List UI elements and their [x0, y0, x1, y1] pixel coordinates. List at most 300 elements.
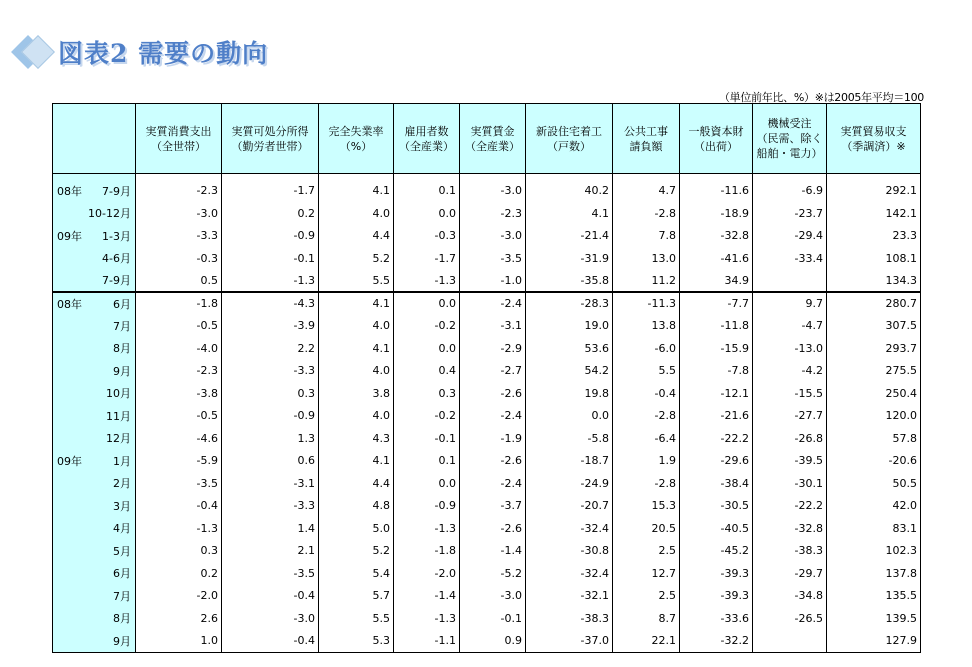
- row-period: 10-12月: [88, 207, 131, 221]
- column-header-line-2: （出荷）: [694, 139, 738, 153]
- table-cell: 135.5: [827, 585, 921, 608]
- table-cell: -0.2: [394, 315, 460, 338]
- column-header: [613, 104, 680, 174]
- table-cell: -2.3: [136, 180, 222, 203]
- table-cell: -20.7: [526, 495, 613, 518]
- title-area: [14, 32, 268, 72]
- table-cell: -32.8: [680, 225, 753, 248]
- table-cell: 280.7: [827, 292, 921, 315]
- row-header: [53, 607, 136, 630]
- table-cell: 54.2: [526, 360, 613, 383]
- row-header: [53, 225, 136, 248]
- table-cell: 5.5: [613, 360, 680, 383]
- table-cell: 34.9: [680, 270, 753, 293]
- table-cell: 1.4: [222, 517, 319, 540]
- table-cell: -32.4: [526, 517, 613, 540]
- table-cell: 42.0: [827, 495, 921, 518]
- table-cell: -15.5: [753, 382, 827, 405]
- table-cell: -2.8: [613, 202, 680, 225]
- table-row: [53, 562, 921, 585]
- table-cell: -1.8: [136, 292, 222, 315]
- table-cell: 0.2: [136, 562, 222, 585]
- table-cell: 292.1: [827, 180, 921, 203]
- table-cell: -1.0: [460, 270, 526, 293]
- table-cell: -2.6: [460, 517, 526, 540]
- table-cell: [753, 630, 827, 653]
- table-cell: 1.3: [222, 427, 319, 450]
- table-cell: -23.7: [753, 202, 827, 225]
- row-header: [53, 495, 136, 518]
- row-header: [53, 382, 136, 405]
- table-cell: 22.1: [613, 630, 680, 653]
- table-cell: 139.5: [827, 607, 921, 630]
- table-cell: 4.4: [319, 472, 394, 495]
- table-cell: 5.5: [319, 270, 394, 293]
- table-cell: -0.9: [394, 495, 460, 518]
- table-cell: -39.3: [680, 585, 753, 608]
- table-cell: 0.4: [394, 360, 460, 383]
- table-cell: -12.1: [680, 382, 753, 405]
- table-cell: -3.5: [460, 247, 526, 270]
- row-header: [53, 540, 136, 563]
- table-row: [53, 247, 921, 270]
- table-cell: -33.4: [753, 247, 827, 270]
- table-cell: -1.3: [394, 607, 460, 630]
- table-cell: -1.8: [394, 540, 460, 563]
- table-cell: -0.1: [460, 607, 526, 630]
- table-row: [53, 427, 921, 450]
- table-cell: 108.1: [827, 247, 921, 270]
- table-cell: 5.5: [319, 607, 394, 630]
- table-cell: 293.7: [827, 337, 921, 360]
- table-cell: -39.5: [753, 450, 827, 473]
- column-header: [753, 104, 827, 174]
- table-cell: -1.7: [394, 247, 460, 270]
- row-period: 12月: [106, 432, 131, 446]
- table-cell: 2.5: [613, 585, 680, 608]
- table-cell: -0.5: [136, 315, 222, 338]
- table-cell: -7.7: [680, 292, 753, 315]
- table-cell: -38.3: [753, 540, 827, 563]
- table-row: [53, 630, 921, 653]
- table-cell: 0.9: [460, 630, 526, 653]
- table-cell: 0.2: [222, 202, 319, 225]
- table-cell: -31.9: [526, 247, 613, 270]
- table-cell: -32.1: [526, 585, 613, 608]
- table-cell: -2.8: [613, 405, 680, 428]
- table-cell: -34.8: [753, 585, 827, 608]
- row-header: [53, 315, 136, 338]
- row-year: 09年: [57, 454, 82, 468]
- table-cell: -39.3: [680, 562, 753, 585]
- table-cell: -6.4: [613, 427, 680, 450]
- table-cell: -1.7: [222, 180, 319, 203]
- table-cell: 0.6: [222, 450, 319, 473]
- row-period: 1月: [113, 454, 131, 468]
- table-cell: 19.0: [526, 315, 613, 338]
- table-cell: -3.0: [136, 202, 222, 225]
- table-cell: 0.0: [394, 337, 460, 360]
- table-cell: -37.0: [526, 630, 613, 653]
- table-cell: 5.2: [319, 540, 394, 563]
- header-row: [53, 104, 921, 174]
- row-period: 10月: [106, 387, 131, 401]
- table-cell: -3.7: [460, 495, 526, 518]
- table-cell: 1.9: [613, 450, 680, 473]
- table-row: [53, 225, 921, 248]
- column-header-line-1: 実質賃金: [470, 124, 515, 138]
- table-cell: 12.7: [613, 562, 680, 585]
- table-cell: -40.5: [680, 517, 753, 540]
- table-cell: -29.7: [753, 562, 827, 585]
- table-cell: 5.7: [319, 585, 394, 608]
- table-cell: -4.6: [136, 427, 222, 450]
- table-cell: -26.5: [753, 607, 827, 630]
- column-header: [680, 104, 753, 174]
- row-period: 4月: [113, 522, 131, 536]
- row-period: 6月: [113, 567, 131, 581]
- table-cell: 4.0: [319, 202, 394, 225]
- table-cell: 3.8: [319, 382, 394, 405]
- table-cell: 0.0: [394, 292, 460, 315]
- row-period: 7月: [113, 589, 131, 603]
- table-cell: -21.4: [526, 225, 613, 248]
- table-cell: -45.2: [680, 540, 753, 563]
- table-cell: 4.4: [319, 225, 394, 248]
- table-cell: -0.3: [394, 225, 460, 248]
- column-header-line-2: （勤労者世帯）: [231, 139, 309, 153]
- row-header: [53, 180, 136, 203]
- table-cell: -2.0: [394, 562, 460, 585]
- table-cell: 0.3: [222, 382, 319, 405]
- table-row: [53, 540, 921, 563]
- row-header: [53, 517, 136, 540]
- table-cell: 50.5: [827, 472, 921, 495]
- table-cell: -2.6: [460, 382, 526, 405]
- table-cell: -3.3: [136, 225, 222, 248]
- table-cell: -2.3: [136, 360, 222, 383]
- table-cell: 307.5: [827, 315, 921, 338]
- table-cell: -0.5: [136, 405, 222, 428]
- table-cell: -22.2: [753, 495, 827, 518]
- table-cell: 275.5: [827, 360, 921, 383]
- table-cell: 2.1: [222, 540, 319, 563]
- table-cell: -2.7: [460, 360, 526, 383]
- table-cell: -3.0: [460, 180, 526, 203]
- table-cell: -2.8: [613, 472, 680, 495]
- row-year: 09年: [57, 229, 82, 243]
- table-cell: -3.0: [222, 607, 319, 630]
- table-cell: -0.3: [136, 247, 222, 270]
- table-cell: -2.4: [460, 472, 526, 495]
- table-cell: -11.6: [680, 180, 753, 203]
- table-cell: 1.0: [136, 630, 222, 653]
- table-cell: -2.0: [136, 585, 222, 608]
- table-cell: -6.9: [753, 180, 827, 203]
- table-row: [53, 472, 921, 495]
- row-period: 1-3月: [102, 229, 131, 243]
- column-header-line-2: （民需、除く: [756, 132, 823, 145]
- table-cell: 0.3: [136, 540, 222, 563]
- row-year: 08年: [57, 184, 82, 198]
- table-cell: -0.9: [222, 405, 319, 428]
- table-cell: -3.1: [222, 472, 319, 495]
- table-cell: 5.4: [319, 562, 394, 585]
- table-row: [53, 495, 921, 518]
- table-cell: -13.0: [753, 337, 827, 360]
- column-header-line-1: 機械受注: [767, 117, 812, 130]
- table-cell: -4.7: [753, 315, 827, 338]
- table-cell: -4.3: [222, 292, 319, 315]
- table-cell: -0.1: [394, 427, 460, 450]
- table-cell: -3.9: [222, 315, 319, 338]
- table-cell: 5.0: [319, 517, 394, 540]
- table-cell: 20.5: [613, 517, 680, 540]
- table-cell: 0.1: [394, 450, 460, 473]
- table-cell: 4.1: [319, 337, 394, 360]
- table-cell: -0.4: [613, 382, 680, 405]
- table-row: [53, 180, 921, 203]
- column-header-line-2: （全産業）: [399, 139, 454, 153]
- table-cell: -18.7: [526, 450, 613, 473]
- table-cell: -22.2: [680, 427, 753, 450]
- table-cell: -28.3: [526, 292, 613, 315]
- table-cell: 4.1: [526, 202, 613, 225]
- column-header-line-2: （%）: [339, 139, 373, 153]
- table-cell: [753, 270, 827, 293]
- column-header-line-2: （全世帯）: [151, 139, 206, 153]
- table-cell: 9.7: [753, 292, 827, 315]
- monthly-section: [53, 292, 921, 652]
- column-header-line-1: 実質消費支出: [145, 124, 212, 138]
- table-cell: 8.7: [613, 607, 680, 630]
- table-cell: -38.3: [526, 607, 613, 630]
- table-row: [53, 270, 921, 293]
- row-period: 9月: [113, 364, 131, 378]
- row-header: [53, 270, 136, 293]
- table-cell: -1.4: [394, 585, 460, 608]
- table-cell: 5.3: [319, 630, 394, 653]
- column-header-line-1: 雇用者数: [404, 124, 449, 138]
- table-cell: -38.4: [680, 472, 753, 495]
- table-cell: 13.8: [613, 315, 680, 338]
- column-header: [460, 104, 526, 174]
- table-cell: 4.1: [319, 292, 394, 315]
- table-row: [53, 202, 921, 225]
- table-cell: -30.8: [526, 540, 613, 563]
- table-cell: 4.0: [319, 360, 394, 383]
- table-cell: -2.3: [460, 202, 526, 225]
- table-cell: 11.2: [613, 270, 680, 293]
- table-cell: 5.2: [319, 247, 394, 270]
- column-header: [394, 104, 460, 174]
- row-period: 4-6月: [102, 252, 131, 266]
- table-cell: -30.1: [753, 472, 827, 495]
- table-cell: -3.0: [460, 225, 526, 248]
- table-cell: -32.8: [753, 517, 827, 540]
- table-cell: 2.6: [136, 607, 222, 630]
- row-period: 7-9月: [102, 184, 131, 198]
- table-cell: -11.8: [680, 315, 753, 338]
- column-header-line-2: （全産業）: [465, 139, 520, 153]
- row-header: [53, 450, 136, 473]
- table-cell: 2.5: [613, 540, 680, 563]
- row-period: 6月: [113, 297, 131, 311]
- table-cell: -1.3: [136, 517, 222, 540]
- table-cell: -21.6: [680, 405, 753, 428]
- table-cell: 4.0: [319, 405, 394, 428]
- table-cell: -1.3: [394, 270, 460, 293]
- table-row: [53, 337, 921, 360]
- table-row: [53, 405, 921, 428]
- table-cell: -0.2: [394, 405, 460, 428]
- row-year: 08年: [57, 297, 82, 311]
- table-cell: -41.6: [680, 247, 753, 270]
- column-header-line-1: 実質可処分所得: [231, 124, 309, 138]
- table-row: [53, 585, 921, 608]
- column-header-line-1: 公共工事: [624, 124, 668, 138]
- column-header-line-1: 一般資本財: [688, 124, 744, 138]
- table-cell: -3.5: [136, 472, 222, 495]
- table-cell: -1.3: [222, 270, 319, 293]
- row-period: 5月: [113, 544, 131, 558]
- table-cell: -2.4: [460, 405, 526, 428]
- column-header: [319, 104, 394, 174]
- column-header-line-1: 完全失業率: [328, 124, 384, 138]
- table-cell: -2.6: [460, 450, 526, 473]
- table-cell: 4.7: [613, 180, 680, 203]
- quarterly-section: [53, 180, 921, 293]
- table-cell: -5.8: [526, 427, 613, 450]
- row-header: [53, 360, 136, 383]
- header-corner: [53, 104, 136, 174]
- table-cell: 4.8: [319, 495, 394, 518]
- table-cell: 0.0: [394, 472, 460, 495]
- table-cell: 4.0: [319, 315, 394, 338]
- table-row: [53, 382, 921, 405]
- table-cell: 2.2: [222, 337, 319, 360]
- page-title: 図表2 需要の動向: [58, 39, 269, 68]
- table-cell: 53.6: [526, 337, 613, 360]
- table-cell: -2.4: [460, 292, 526, 315]
- table-cell: 134.3: [827, 270, 921, 293]
- table-cell: -0.4: [136, 495, 222, 518]
- table-cell: 0.3: [394, 382, 460, 405]
- table-cell: -0.4: [222, 585, 319, 608]
- table-row: [53, 607, 921, 630]
- column-header: [222, 104, 319, 174]
- table-cell: -1.4: [460, 540, 526, 563]
- table-row: [53, 315, 921, 338]
- table-cell: 0.0: [526, 405, 613, 428]
- diamond-bullet-icon: [14, 32, 58, 72]
- table-cell: -24.9: [526, 472, 613, 495]
- table-cell: -5.2: [460, 562, 526, 585]
- table-cell: -15.9: [680, 337, 753, 360]
- table-cell: -3.3: [222, 495, 319, 518]
- row-header: [53, 472, 136, 495]
- table-cell: 15.3: [613, 495, 680, 518]
- table-cell: 0.1: [394, 180, 460, 203]
- row-period: 11月: [106, 409, 131, 423]
- row-header: [53, 630, 136, 653]
- column-header: [526, 104, 613, 174]
- table-row: [53, 292, 921, 315]
- row-period: 7-9月: [102, 274, 131, 288]
- row-header: [53, 585, 136, 608]
- table-cell: -2.9: [460, 337, 526, 360]
- demand-table: [52, 103, 921, 653]
- table-cell: -6.0: [613, 337, 680, 360]
- table-cell: -0.1: [222, 247, 319, 270]
- table-cell: -3.1: [460, 315, 526, 338]
- table-cell: 83.1: [827, 517, 921, 540]
- row-period: 9月: [113, 634, 131, 648]
- table-cell: -20.6: [827, 450, 921, 473]
- row-header: [53, 337, 136, 360]
- row-period: 3月: [113, 499, 131, 513]
- table-cell: -5.9: [136, 450, 222, 473]
- table-cell: -0.9: [222, 225, 319, 248]
- table-cell: -32.4: [526, 562, 613, 585]
- table-cell: 0.5: [136, 270, 222, 293]
- column-header-line-1: 新設住宅着工: [536, 124, 602, 138]
- table-row: [53, 517, 921, 540]
- table-cell: -1.9: [460, 427, 526, 450]
- column-header-line-2: （季調済）※: [841, 139, 906, 153]
- table-cell: 120.0: [827, 405, 921, 428]
- row-period: 8月: [113, 612, 131, 626]
- table-cell: 7.8: [613, 225, 680, 248]
- table-cell: -1.3: [394, 517, 460, 540]
- table-cell: -33.6: [680, 607, 753, 630]
- row-period: 2月: [113, 477, 131, 491]
- table-cell: -3.3: [222, 360, 319, 383]
- table-cell: 13.0: [613, 247, 680, 270]
- table-cell: -4.2: [753, 360, 827, 383]
- row-header: [53, 292, 136, 315]
- table-cell: 0.0: [394, 202, 460, 225]
- table-cell: -3.5: [222, 562, 319, 585]
- table-cell: -1.1: [394, 630, 460, 653]
- column-header: [136, 104, 222, 174]
- column-header-line-2: （戸数）: [547, 139, 591, 153]
- row-header: [53, 247, 136, 270]
- table-cell: -0.4: [222, 630, 319, 653]
- table-cell: -11.3: [613, 292, 680, 315]
- row-header: [53, 202, 136, 225]
- table-cell: 4.3: [319, 427, 394, 450]
- table-cell: -32.2: [680, 630, 753, 653]
- table-cell: -18.9: [680, 202, 753, 225]
- table-cell: 102.3: [827, 540, 921, 563]
- table-cell: 250.4: [827, 382, 921, 405]
- table-cell: -26.8: [753, 427, 827, 450]
- row-period: 8月: [113, 342, 131, 356]
- column-header-line-2: 請負額: [629, 139, 663, 153]
- table-cell: 142.1: [827, 202, 921, 225]
- table-cell: 4.1: [319, 180, 394, 203]
- table-cell: 57.8: [827, 427, 921, 450]
- table-cell: 4.1: [319, 450, 394, 473]
- table-cell: -4.0: [136, 337, 222, 360]
- row-header: [53, 427, 136, 450]
- table-row: [53, 450, 921, 473]
- unit-note: （単位前年比、%）※は2005年平均＝100: [718, 91, 924, 104]
- table-cell: 127.9: [827, 630, 921, 653]
- table-cell: 40.2: [526, 180, 613, 203]
- table-cell: 19.8: [526, 382, 613, 405]
